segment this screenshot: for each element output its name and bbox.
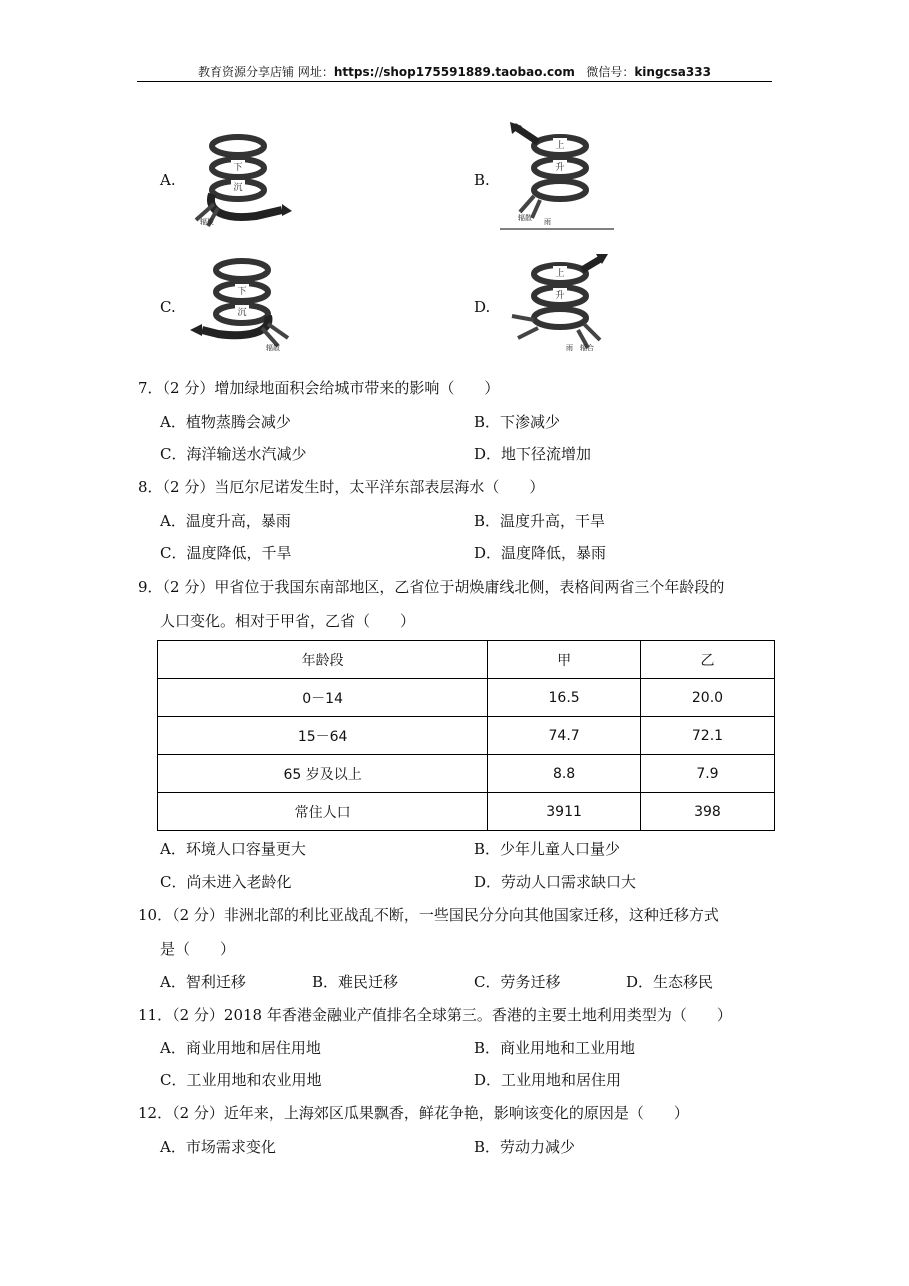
q11-option-b[interactable]: B．商业用地和工业用地 xyxy=(474,1039,636,1057)
table-cell: 398 xyxy=(640,793,774,831)
downdraft-spiral-figure xyxy=(186,124,296,230)
fig-c-text3: 辐散 xyxy=(266,344,280,352)
q7-option-c[interactable]: C．海洋输送水汽减少 xyxy=(160,445,307,463)
shop-url[interactable]: https://shop175591889.taobao.com xyxy=(333,65,575,79)
q7-stem: 7．（2 分）增加绿地面积会给城市带来的影响（ ） xyxy=(138,379,500,397)
header-divider xyxy=(137,81,772,82)
fig-b-text3: 辐散 xyxy=(518,214,532,222)
table-header-row xyxy=(158,641,775,679)
table-row xyxy=(158,793,775,831)
fig-a-text1: 下 xyxy=(233,163,243,173)
q8-option-a[interactable]: A．温度升高，暴雨 xyxy=(160,512,291,530)
option-b-figure[interactable] xyxy=(500,120,614,230)
updraft-spiral-figure xyxy=(500,120,614,230)
table-row xyxy=(158,717,775,755)
q8-option-b[interactable]: B．温度升高，干旱 xyxy=(474,512,606,530)
q9-option-d[interactable]: D．劳动人口需求缺口大 xyxy=(474,873,637,891)
fig-c-text1: 下 xyxy=(237,287,247,297)
fig-a-text2: 沉 xyxy=(233,183,243,193)
page-header xyxy=(137,63,772,80)
table-cell: 72.1 xyxy=(640,717,774,755)
q11-stem: 11．（2 分）2018 年香港金融业产值排名全球第三。香港的主要土地利用类型为（ ） xyxy=(138,1006,732,1024)
fig-d-text3: 雨 xyxy=(566,344,573,352)
fig-a-text3: 辐聚 xyxy=(200,218,214,226)
option-d-label[interactable]: D. xyxy=(474,298,491,316)
q8-option-d[interactable]: D．温度降低，暴雨 xyxy=(474,544,607,562)
table-cell: 20.0 xyxy=(640,679,774,717)
q7-option-d[interactable]: D．地下径流增加 xyxy=(474,445,592,463)
table-row xyxy=(158,755,775,793)
updraft-spiral-figure-d xyxy=(504,250,618,356)
q12-stem: 12．（2 分）近年来，上海郊区瓜果飘香，鲜花争艳，影响该变化的原因是（ ） xyxy=(138,1104,689,1122)
q9-stem-line2: 人口变化。相对于甲省，乙省（ ） xyxy=(160,612,416,630)
fig-b-text4: 雨 xyxy=(544,218,551,226)
option-c-figure[interactable] xyxy=(188,250,296,354)
q9-option-c[interactable]: C．尚未进入老龄化 xyxy=(160,873,292,891)
q7-option-b[interactable]: B．下渗减少 xyxy=(474,413,561,431)
fig-c-text2: 沉 xyxy=(237,308,247,318)
q11-option-c[interactable]: C．工业用地和农业用地 xyxy=(160,1071,322,1089)
q12-option-a[interactable]: A．市场需求变化 xyxy=(160,1138,276,1156)
wechat-id: kingcsa333 xyxy=(634,65,711,79)
q10-stem-line1: 10．（2 分）非洲北部的利比亚战乱不断，一些国民分分向其他国家迁移，这种迁移方式 xyxy=(138,906,719,924)
q10-option-a[interactable]: A．智利迁移 xyxy=(160,973,246,991)
table-cell: 3911 xyxy=(488,793,641,831)
option-c-label[interactable]: C. xyxy=(160,298,176,316)
table-cell: 65 岁及以上 xyxy=(158,755,488,793)
q10-option-d[interactable]: D．生态移民 xyxy=(626,973,714,991)
downdraft-spiral-figure-c xyxy=(188,250,296,354)
fig-b-text1: 上 xyxy=(555,141,565,151)
url-label: 网址： xyxy=(297,65,334,79)
q12-option-b[interactable]: B．劳动力减少 xyxy=(474,1138,576,1156)
population-table xyxy=(157,640,775,831)
q11-option-a[interactable]: A．商业用地和居住用地 xyxy=(160,1039,321,1057)
option-b-label[interactable]: B. xyxy=(474,171,490,189)
table-header-cell: 乙 xyxy=(640,641,774,679)
option-a-label[interactable]: A. xyxy=(160,171,176,189)
fig-b-text2: 升 xyxy=(555,163,565,173)
table-row xyxy=(158,679,775,717)
q9-option-a[interactable]: A．环境人口容量更大 xyxy=(160,840,306,858)
table-cell: 常住人口 xyxy=(158,793,488,831)
table-cell: 8.8 xyxy=(488,755,641,793)
table-cell: 7.9 xyxy=(640,755,774,793)
shop-name: 教育资源分享店铺 xyxy=(198,65,295,79)
q8-stem: 8．（2 分）当厄尔尼诺发生时，太平洋东部表层海水（ ） xyxy=(138,478,545,496)
table-cell: 0－14 xyxy=(158,679,488,717)
option-a-figure[interactable] xyxy=(186,124,296,230)
fig-d-text4: 辐合 xyxy=(580,344,594,352)
fig-d-text1: 上 xyxy=(555,269,565,279)
table-cell: 74.7 xyxy=(488,717,641,755)
option-d-figure[interactable] xyxy=(504,250,618,356)
q7-option-a[interactable]: A．植物蒸腾会减少 xyxy=(160,413,291,431)
q9-stem-line1: 9．（2 分）甲省位于我国东南部地区，乙省位于胡焕庸线北侧，表格间两省三个年龄段的 xyxy=(138,578,725,596)
q11-option-d[interactable]: D．工业用地和居住用 xyxy=(474,1071,622,1089)
table-header-cell: 甲 xyxy=(488,641,641,679)
wechat-label: 微信号： xyxy=(586,65,635,79)
q10-option-c[interactable]: C．劳务迁移 xyxy=(474,973,561,991)
q10-stem-line2: 是（ ） xyxy=(160,940,236,958)
q8-option-c[interactable]: C．温度降低，千旱 xyxy=(160,544,292,562)
q9-option-b[interactable]: B．少年儿童人口量少 xyxy=(474,840,621,858)
table-cell: 15－64 xyxy=(158,717,488,755)
q10-option-b[interactable]: B．难民迁移 xyxy=(312,973,399,991)
table-header-cell: 年龄段 xyxy=(158,641,488,679)
fig-d-text2: 升 xyxy=(555,291,565,301)
table-cell: 16.5 xyxy=(488,679,641,717)
